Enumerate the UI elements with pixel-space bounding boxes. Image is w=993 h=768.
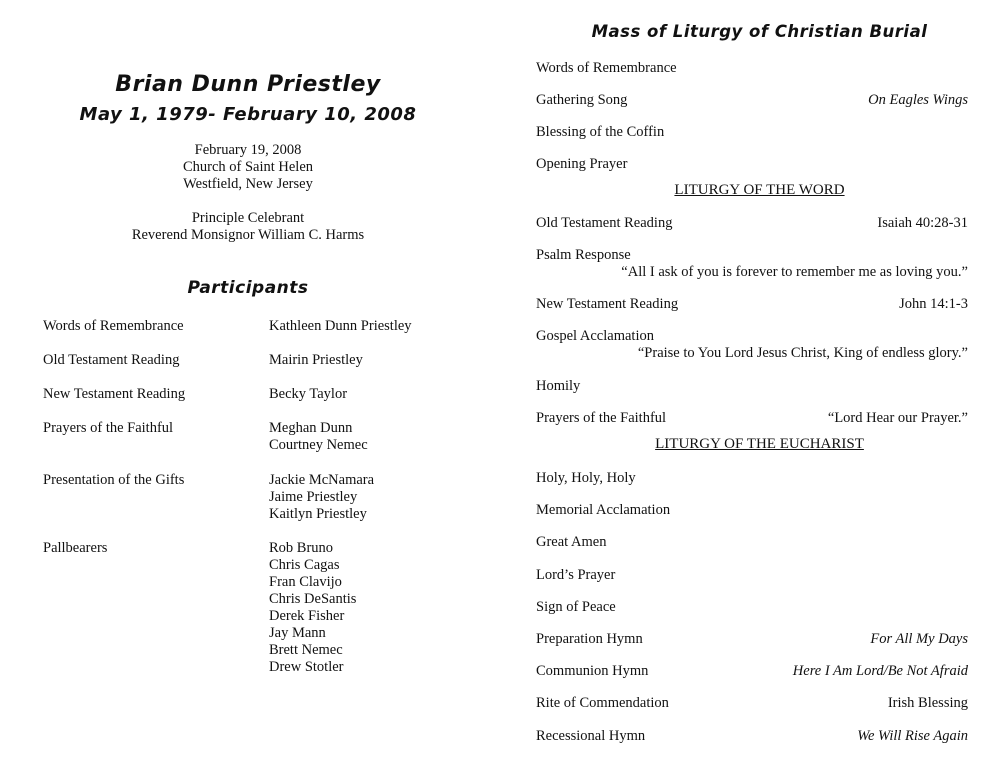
psalm-quote: “All I ask of you is forever to remember me as loving you.” [621, 264, 968, 280]
participant-name: Mairin Priestley [269, 352, 363, 368]
order-item-value: On Eagles Wings [868, 92, 968, 108]
order-item-label: Gathering Song [536, 92, 628, 108]
participant-names [269, 540, 356, 676]
service-date: February 19, 2008 [194, 142, 302, 158]
participant-name: Kaitlyn Priestley [269, 506, 367, 522]
order-item-label: Words of Remembrance [536, 60, 677, 76]
participant-role: Old Testament Reading [43, 352, 180, 368]
participant-name: Derek Fisher [269, 608, 345, 624]
order-item-value: John 14:1-3 [899, 296, 968, 312]
participant-name: Jay Mann [269, 625, 326, 641]
order-item-value: “Lord Hear our Prayer.” [827, 410, 968, 426]
participant-names [269, 420, 368, 454]
order-item-label: New Testament Reading [536, 296, 679, 312]
order-item-label: Recessional Hymn [536, 728, 646, 744]
order-item-label: Sign of Peace [536, 599, 616, 615]
order-item-value: Isaiah 40:28-31 [877, 215, 968, 231]
order-item-value: We Will Rise Again [857, 728, 968, 744]
order-item-label: Homily [536, 378, 581, 394]
participant-role: Words of Remembrance [43, 318, 184, 334]
order-item-label: Lord’s Prayer [536, 567, 616, 583]
participant-name: Chris Cagas [269, 557, 340, 573]
participant-names [269, 472, 374, 523]
order-item-label: Blessing of the Coffin [536, 124, 665, 140]
celebrant-name: Reverend Monsignor William C. Harms [131, 227, 365, 243]
participant-role: New Testament Reading [43, 386, 186, 402]
order-item-value: Irish Blessing [887, 695, 968, 711]
participant-name: Courtney Nemec [269, 437, 368, 453]
order-item-label: Communion Hymn [536, 663, 649, 679]
gospel-quote: “Praise to You Lord Jesus Christ, King of endless glory.” [637, 345, 968, 361]
church-location: Westfield, New Jersey [183, 176, 313, 192]
participant-name: Brett Nemec [269, 642, 343, 658]
mass-title: Mass of Liturgy of Christian Burial [591, 22, 928, 41]
order-item-label: Gospel Acclamation [536, 328, 654, 344]
participant-name: Jaime Priestley [269, 489, 358, 505]
participant-names [269, 352, 363, 369]
participant-role: Presentation of the Gifts [43, 472, 185, 488]
participant-name: Jackie McNamara [269, 472, 375, 488]
order-item-label: Great Amen [536, 534, 607, 550]
liturgy-eucharist-heading: LITURGY OF THE EUCHARIST [655, 436, 864, 452]
order-item-label: Memorial Acclamation [536, 502, 671, 518]
liturgy-word-heading: LITURGY OF THE WORD [674, 182, 845, 198]
participant-role: Pallbearers [43, 540, 108, 556]
participant-name: Chris DeSantis [269, 591, 357, 607]
order-item [536, 247, 968, 281]
participant-names [269, 386, 347, 403]
left-page [0, 0, 496, 768]
participant-name: Becky Taylor [269, 386, 348, 402]
life-dates: May 1, 1979- February 10, 2008 [79, 104, 417, 125]
church-name: Church of Saint Helen [182, 159, 314, 175]
order-item-label: Old Testament Reading [536, 215, 673, 231]
order-item-value: Here I Am Lord/Be Not Afraid [792, 663, 968, 679]
order-item-label: Rite of Commendation [536, 695, 669, 711]
participants-heading: Participants [187, 278, 309, 298]
participant-name: Kathleen Dunn Priestley [269, 318, 412, 334]
celebrant-label: Principle Celebrant [191, 210, 305, 226]
participant-names [269, 318, 412, 335]
order-item-value: For All My Days [870, 631, 968, 647]
order-item-label: Holy, Holy, Holy [536, 470, 636, 486]
participant-name: Rob Bruno [269, 540, 334, 556]
participant-name: Drew Stotler [269, 659, 344, 675]
order-item [536, 328, 968, 362]
participant-name: Meghan Dunn [269, 420, 353, 436]
order-item-label: Psalm Response [536, 247, 631, 263]
right-page [496, 0, 993, 768]
order-item-label: Preparation Hymn [536, 631, 643, 647]
deceased-name: Brian Dunn Priestley [115, 72, 381, 97]
participant-role: Prayers of the Faithful [43, 420, 174, 436]
participant-name: Fran Clavijo [269, 574, 342, 590]
order-item-label: Opening Prayer [536, 156, 628, 172]
order-item-label: Prayers of the Faithful [536, 410, 667, 426]
